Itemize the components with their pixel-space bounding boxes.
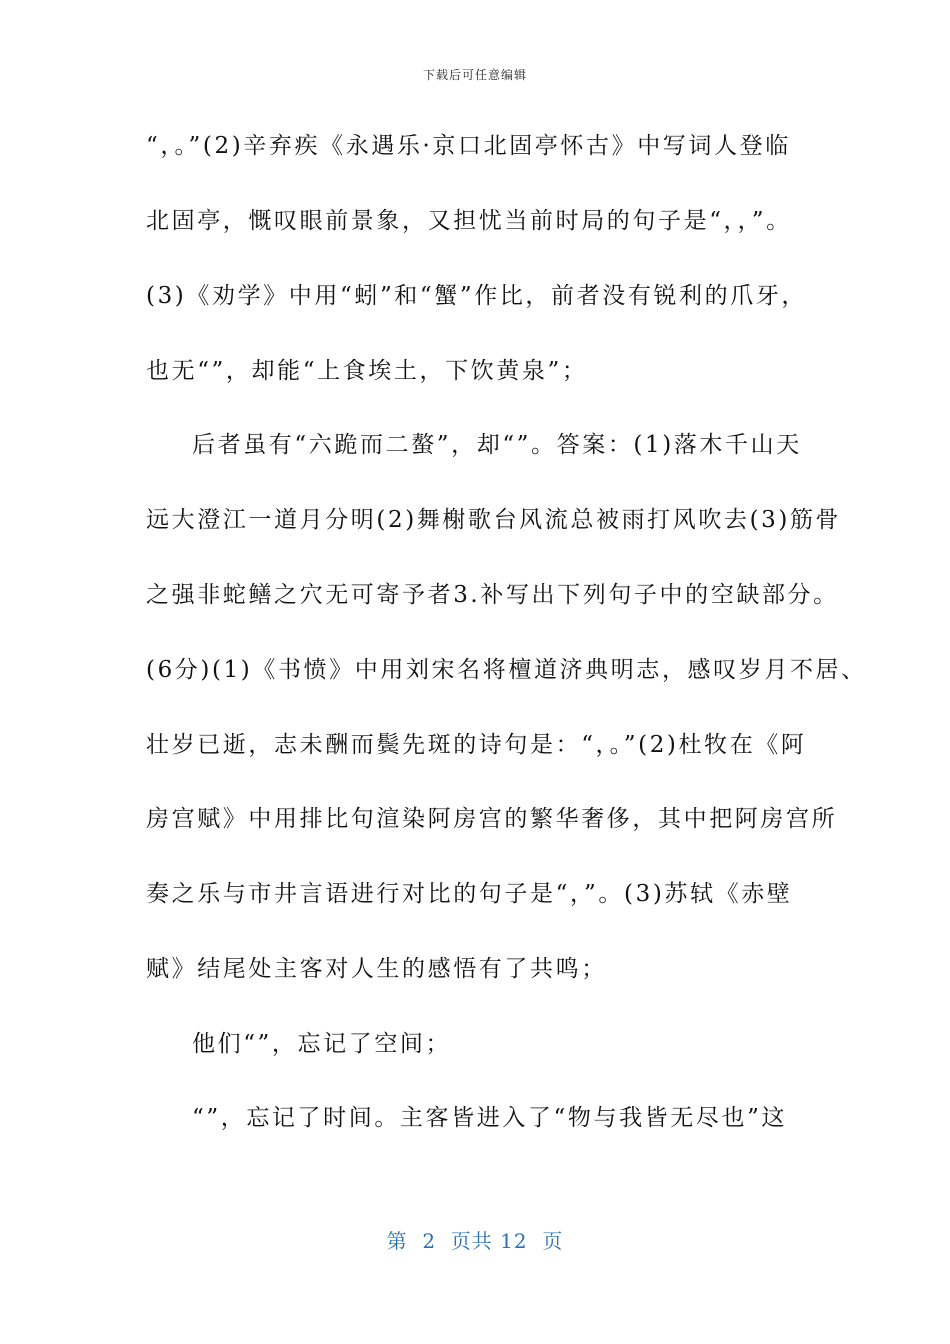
text-line-13: 他们“”，忘记了空间； (192, 1031, 452, 1057)
text-line-8: (6分)(1)《书愤》中用刘宋名将檀道济典明志，感叹岁月不居、 (146, 657, 867, 683)
text-line-2: 北固亭，慨叹眼前景象，又担忧当前时局的句子是“，，”。 (146, 208, 792, 234)
text-line-12: 赋》结尾处主客对人生的感悟有了共鸣； (146, 956, 607, 982)
text-line-9: 壮岁已逝，志未酬而鬓先斑的诗句是：“，。”(2)杜牧在《阿 (146, 732, 807, 758)
text-line-6: 远大澄江一道月分明(2)舞榭歌台风流总被雨打风吹去(3)筋骨 (146, 507, 842, 533)
text-line-5: 后者虽有“六跪而二螯”，却“”。答案：(1)落木千山天 (192, 432, 802, 458)
text-line-4: 也无“”，却能“上食埃土，下饮黄泉”； (146, 358, 588, 384)
page-number-footer: 第 2 页共 12 页 (386, 1229, 564, 1253)
page-header: 下载后可任意编辑 (422, 68, 527, 82)
text-line-14: “”，忘记了时间。主客皆进入了“物与我皆无尽也”这 (192, 1105, 788, 1131)
text-line-1: “，。”(2)辛弃疾《永遇乐·京口北固亭怀古》中写词人登临 (146, 133, 791, 159)
text-line-7: 之强非蛇鳝之穴无可寄予者3.补写出下列句子中的空缺部分。 (146, 582, 839, 608)
text-line-11: 奏之乐与市井言语进行对比的句子是“，”。(3)苏轼《赤壁 (146, 881, 793, 907)
text-line-3: (3)《劝学》中用“蚓”和“蟹”作比，前者没有锐利的爪牙， (146, 283, 808, 309)
text-line-10: 房宫赋》中用排比句渲染阿房宫的繁华奢侈，其中把阿房宫所 (146, 806, 838, 832)
